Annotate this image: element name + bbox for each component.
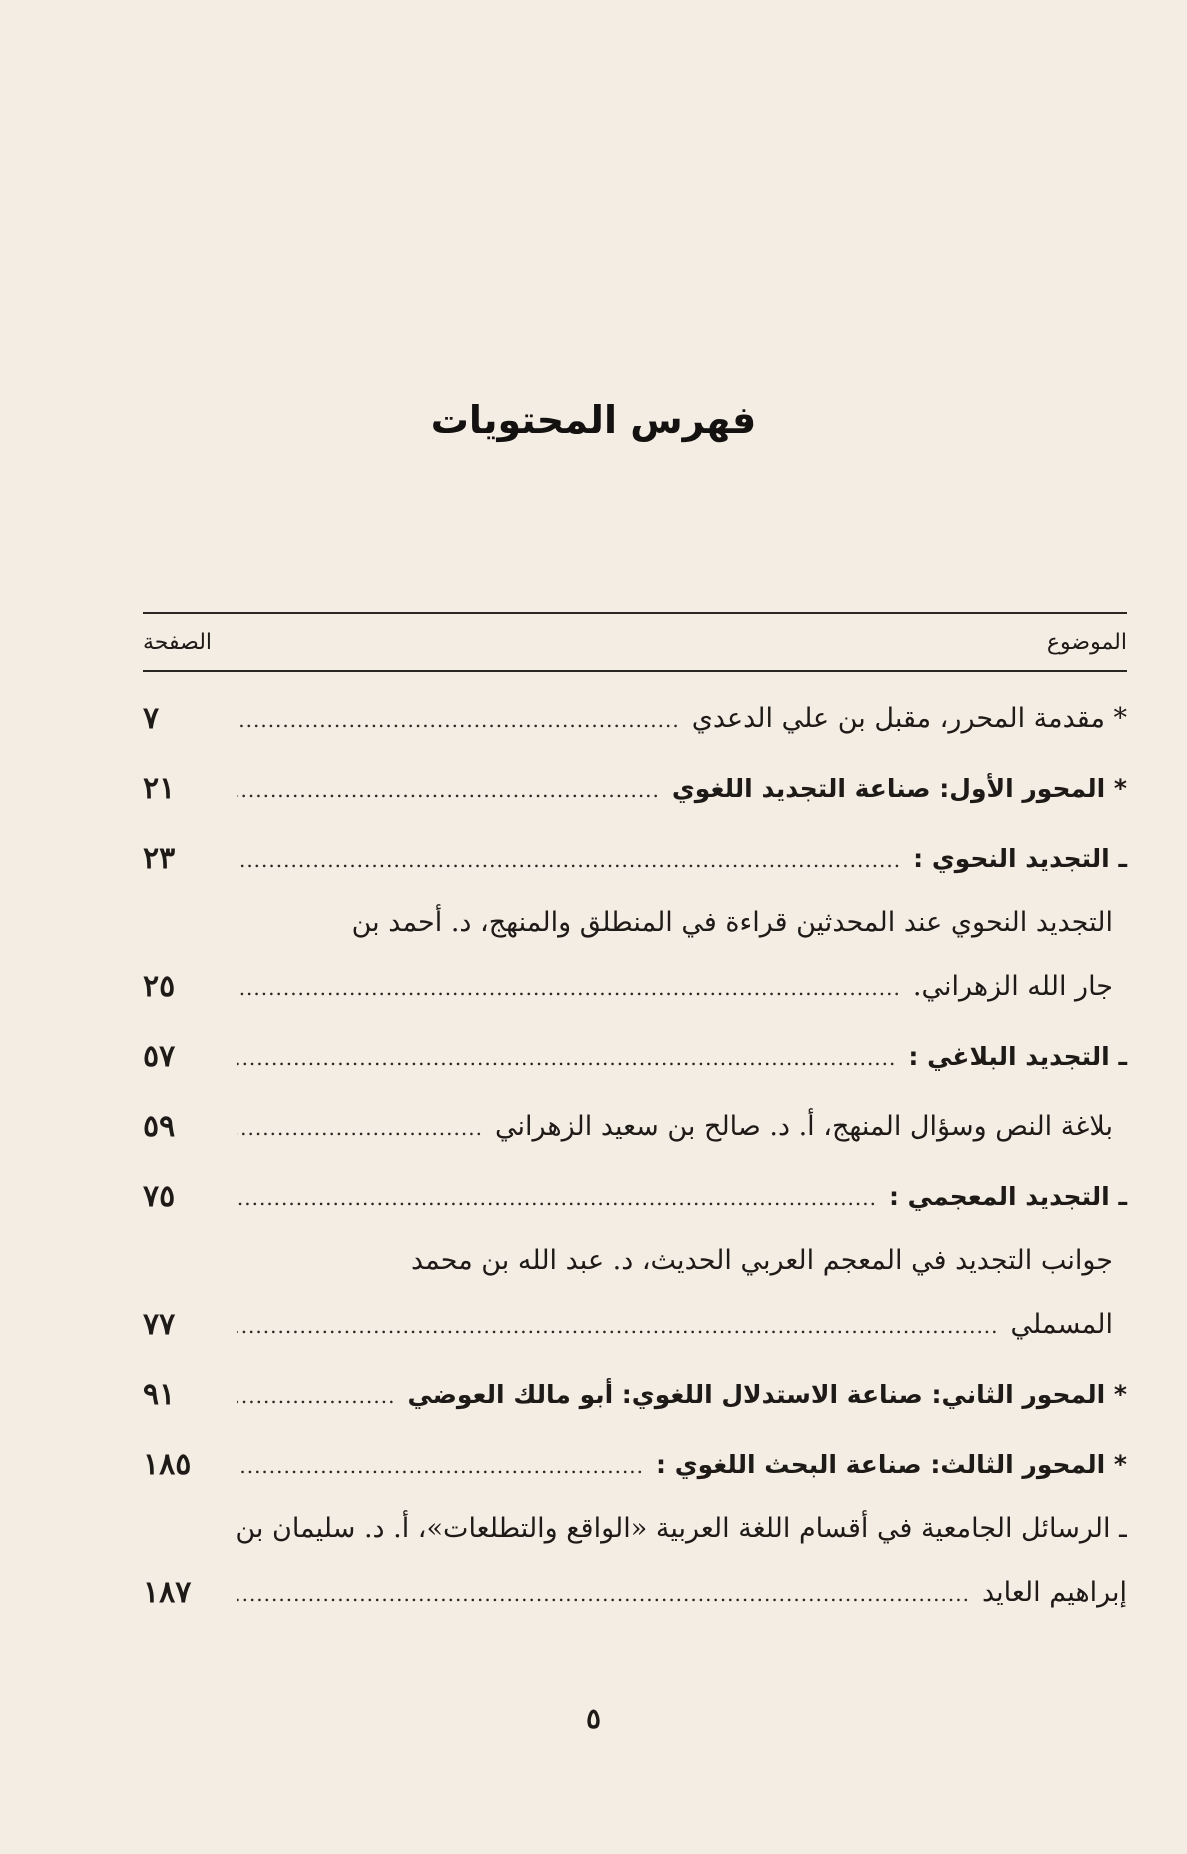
toc-entry <box>143 1430 1127 1500</box>
leader-dots <box>237 953 901 1023</box>
toc-entry <box>143 754 1127 824</box>
toc-header <box>143 614 1127 670</box>
toc-entries <box>143 672 1127 1628</box>
page-column-header: الصفحة <box>143 629 213 655</box>
table-of-contents <box>143 612 1127 1628</box>
entry-title: ـ التجديد المعجمي : <box>888 1182 1127 1211</box>
toc-entry <box>143 684 1127 754</box>
toc-entry <box>143 1500 1127 1628</box>
page-number: ٧٧ <box>143 1307 176 1342</box>
entry-title: ـ التجديد البلاغي : <box>908 1042 1127 1071</box>
entry-title-continued: إبراهيم العايد <box>981 1577 1127 1608</box>
page-number: ٢٥ <box>143 969 176 1004</box>
toc-entry <box>143 1092 1127 1162</box>
leader-dots <box>237 1023 896 1093</box>
toc-entry <box>143 1360 1127 1430</box>
page-number: ٢١ <box>143 771 176 806</box>
toc-entry <box>143 824 1127 894</box>
leader-dots <box>237 1291 999 1361</box>
page-number: ١٨٧ <box>143 1575 192 1610</box>
page-title: فهرس المحتويات <box>430 398 757 442</box>
toc-entry <box>143 1232 1127 1360</box>
toc-entry <box>143 1162 1127 1232</box>
page-number: ٥٧ <box>143 1039 176 1074</box>
page-number: ٥٩ <box>143 1109 176 1144</box>
leader-dots <box>237 1163 877 1233</box>
leader-dots <box>237 825 901 895</box>
toc-entry <box>143 1022 1127 1092</box>
entry-title: * مقدمة المحرر، مقبل بن علي الدعدي <box>691 703 1127 734</box>
page-number: ٩١ <box>143 1377 176 1412</box>
entry-title: ـ التجديد النحوي : <box>913 844 1127 873</box>
toc-entry <box>143 894 1127 1022</box>
page-number: ١٨٥ <box>143 1447 192 1482</box>
page-folio-number: ٥ <box>585 1702 602 1735</box>
page-number: ٧ <box>143 701 160 736</box>
entry-title: التجديد النحوي عند المحدثين قراءة في المنطلق والمنهج، د. أحمد بن <box>351 907 1113 938</box>
entry-title-continued: المسملي <box>1010 1309 1113 1340</box>
entry-author: أبو مالك العوضي <box>407 1380 614 1409</box>
page-number: ٢٣ <box>143 841 176 876</box>
entry-title: * المحور الثاني: صناعة الاستدلال اللغوي: <box>621 1380 1127 1409</box>
entry-title: * المحور الثالث: صناعة البحث اللغوي : <box>656 1450 1127 1479</box>
leader-dots <box>237 1361 395 1431</box>
topic-column-header: الموضوع <box>1046 629 1127 655</box>
entry-title: * المحور الأول: صناعة التجديد اللغوي <box>671 774 1127 803</box>
leader-dots <box>237 1559 970 1629</box>
leader-dots <box>237 755 660 825</box>
leader-dots <box>237 1431 644 1501</box>
entry-title: بلاغة النص وسؤال المنهج، أ. د. صالح بن سعيد الزهراني <box>494 1111 1113 1142</box>
entry-title: ـ الرسائل الجامعية في أقسام اللغة العربية «الواقع والتطلعات»، أ. د. سليمان بن <box>235 1513 1127 1544</box>
leader-dots <box>237 1093 483 1163</box>
entry-title-continued: جار الله الزهراني. <box>912 971 1113 1002</box>
entry-title: جوانب التجديد في المعجم العربي الحديث، د. عبد الله بن محمد <box>411 1245 1113 1276</box>
page-number: ٧٥ <box>143 1179 176 1214</box>
leader-dots <box>237 685 680 755</box>
